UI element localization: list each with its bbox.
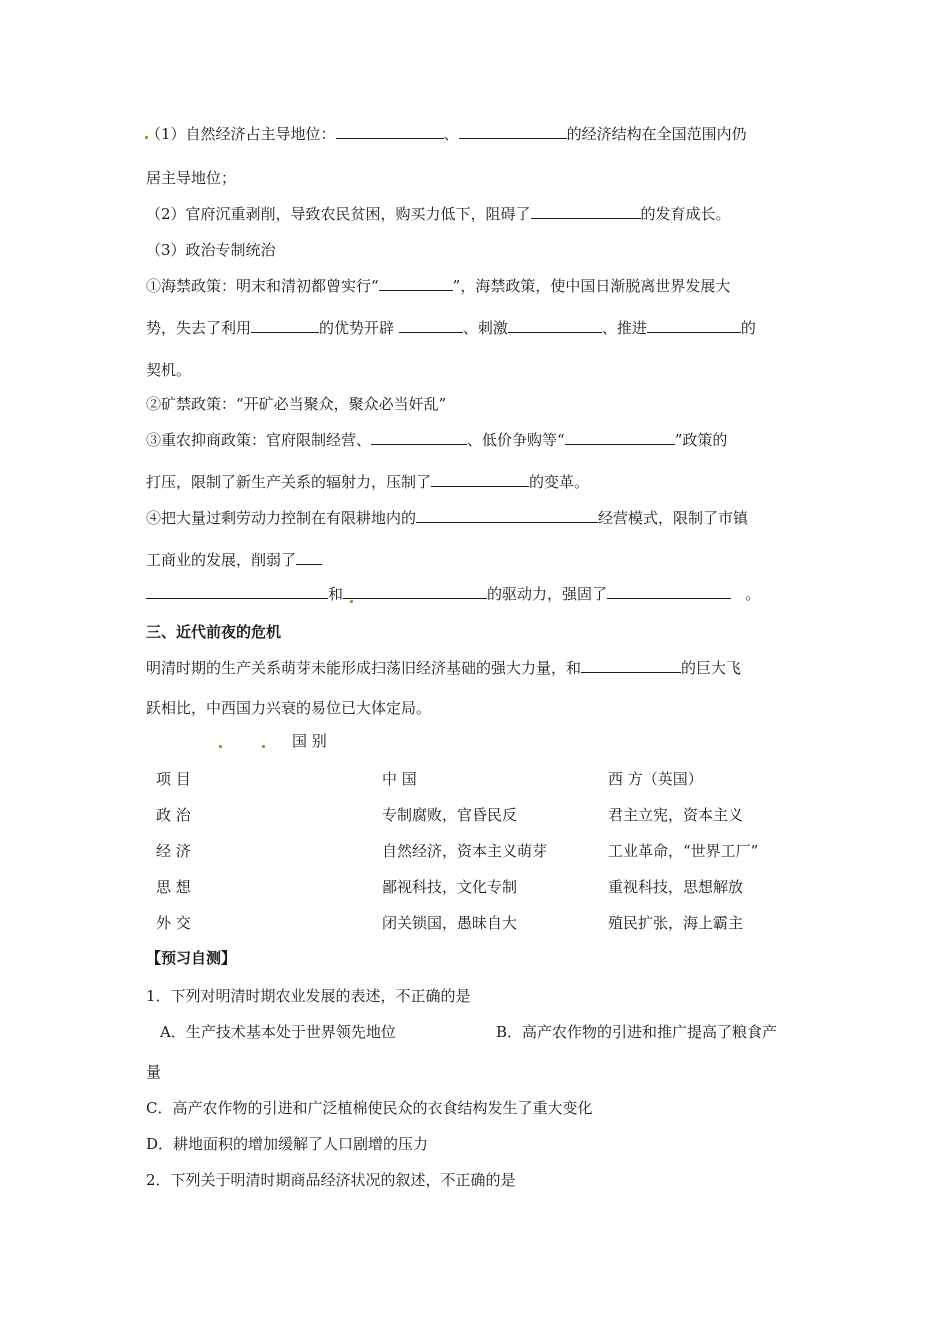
- text: 的发育成长。: [640, 205, 731, 223]
- line-2: [146, 168, 236, 188]
- text: 的优势开辟: [319, 319, 395, 337]
- text: （3）政治专制统治: [146, 241, 276, 259]
- table-row-item: 经 济: [156, 842, 191, 860]
- option-d[interactable]: D．耕地面积的增加缓解了人口剧增的压力: [146, 1135, 429, 1153]
- line-8: [146, 394, 446, 414]
- table-header-west: 西 方（英国）: [608, 770, 703, 788]
- blank[interactable]: [371, 430, 467, 445]
- table-row-west: 重视科技，思想解放: [608, 878, 744, 896]
- line-11: [146, 508, 748, 528]
- line-9: [146, 430, 727, 450]
- option-b-cont: 量: [146, 1063, 162, 1081]
- table-row-west: 君主立宪，资本主义: [608, 806, 744, 824]
- blank[interactable]: [459, 124, 567, 139]
- line-3: [146, 204, 731, 224]
- mark-dot: [219, 745, 222, 748]
- line-1: [146, 124, 747, 144]
- text: 势，失去了利用: [146, 319, 252, 337]
- text: 、低价争购等“: [467, 431, 565, 449]
- table-row-china: 自然经济，资本主义萌芽: [382, 842, 548, 860]
- blank[interactable]: [508, 318, 602, 333]
- line-10: [146, 472, 589, 492]
- section-title: 三、近代前夜的危机: [146, 623, 282, 641]
- line-13: [146, 584, 760, 604]
- blank[interactable]: [581, 658, 681, 673]
- blank[interactable]: [416, 508, 598, 523]
- text: 的驱动力，强固了: [487, 585, 608, 603]
- blank[interactable]: [607, 584, 731, 599]
- blank[interactable]: [336, 124, 444, 139]
- text: 、刺激: [462, 319, 508, 337]
- table-row-item: 思 想: [156, 878, 191, 896]
- text: ②矿禁政策：“开矿必当聚众，聚众必当奸乱”: [146, 395, 447, 413]
- line-6: [146, 318, 756, 338]
- blank[interactable]: [296, 550, 322, 565]
- blank[interactable]: [146, 584, 328, 599]
- option-b[interactable]: B．高产农作物的引进和推广提高了粮食产: [496, 1023, 778, 1041]
- line-14: [146, 658, 741, 678]
- table-row-china: 专制腐败，官昏民反: [382, 806, 518, 824]
- text: 。: [745, 585, 761, 603]
- text: ”，海禁政策，使中国日渐脱离世界发展大: [452, 277, 731, 295]
- text: 和: [328, 585, 344, 603]
- table-header-china: 中 国: [382, 770, 417, 788]
- blank[interactable]: [343, 584, 487, 599]
- table-row-item: 外 交: [156, 914, 191, 932]
- text: （2）官府沉重剥削，导致农民贫困，购买力低下，阻碍了: [146, 205, 531, 223]
- text: ③重农抑商政策：官府限制经营、: [146, 431, 372, 449]
- text: ④把大量过剩劳动力控制在有限耕地内的: [146, 509, 417, 527]
- blank[interactable]: [379, 276, 453, 291]
- table-row-west: 工业革命，“世界工厂”: [608, 842, 759, 860]
- text: 的巨大飞: [681, 659, 742, 677]
- text: 居主导地位；: [146, 169, 237, 187]
- text: 经营模式，限制了市镇: [598, 509, 749, 527]
- blank[interactable]: [251, 318, 319, 333]
- table-row-item: 政 治: [156, 806, 191, 824]
- line-5: [146, 276, 730, 296]
- table-row-west: 殖民扩张，海上霸主: [608, 914, 744, 932]
- text: 的经济结构在全国范围内仍: [566, 125, 747, 143]
- text: 跃相比，中西国力兴衰的易位已大体定局。: [146, 699, 432, 717]
- blank[interactable]: [531, 204, 641, 219]
- option-c[interactable]: C．高产农作物的引进和广泛植棉使民众的衣食结构发生了重大变化: [146, 1099, 593, 1117]
- question-1: 1．下列对明清时期农业发展的表述，不正确的是: [146, 987, 471, 1005]
- line-4: [146, 240, 276, 260]
- blank[interactable]: [565, 430, 675, 445]
- line-7: [146, 360, 191, 380]
- table-corner-top: 国 别: [292, 732, 327, 750]
- line-15: [146, 698, 431, 718]
- mark-dot: [262, 745, 265, 748]
- blank[interactable]: [647, 318, 741, 333]
- text: 明清时期的生产关系萌芽未能形成扫荡旧经济基础的强大力量，和: [146, 659, 582, 677]
- line-12: [146, 550, 322, 570]
- text: 工商业的发展，削弱了: [146, 551, 297, 569]
- table-row-china: 闭关锁国，愚昧自大: [382, 914, 518, 932]
- test-heading: 【预习自测】: [146, 949, 237, 967]
- text: 契机。: [146, 361, 192, 379]
- text: 、推进: [601, 319, 647, 337]
- text: ”政策的: [674, 431, 728, 449]
- option-a[interactable]: A．生产技术基本处于世界领先地位: [160, 1023, 396, 1041]
- text: 的变革。: [529, 473, 590, 491]
- question-2: 2．下列关于明清时期商品经济状况的叙述，不正确的是: [146, 1171, 516, 1189]
- text: （1）自然经济占主导地位：: [146, 125, 336, 143]
- table-row-china: 鄙视科技，文化专制: [382, 878, 518, 896]
- text: 的: [740, 319, 756, 337]
- blank[interactable]: [431, 472, 529, 487]
- text: ①海禁政策：明末和清初都曾实行“: [146, 277, 379, 295]
- blank[interactable]: [399, 318, 463, 333]
- text: 打压，限制了新生产关系的辐射力，压制了: [146, 473, 432, 491]
- table-corner-bottom: 项 目: [156, 770, 191, 788]
- text: 、: [443, 125, 459, 143]
